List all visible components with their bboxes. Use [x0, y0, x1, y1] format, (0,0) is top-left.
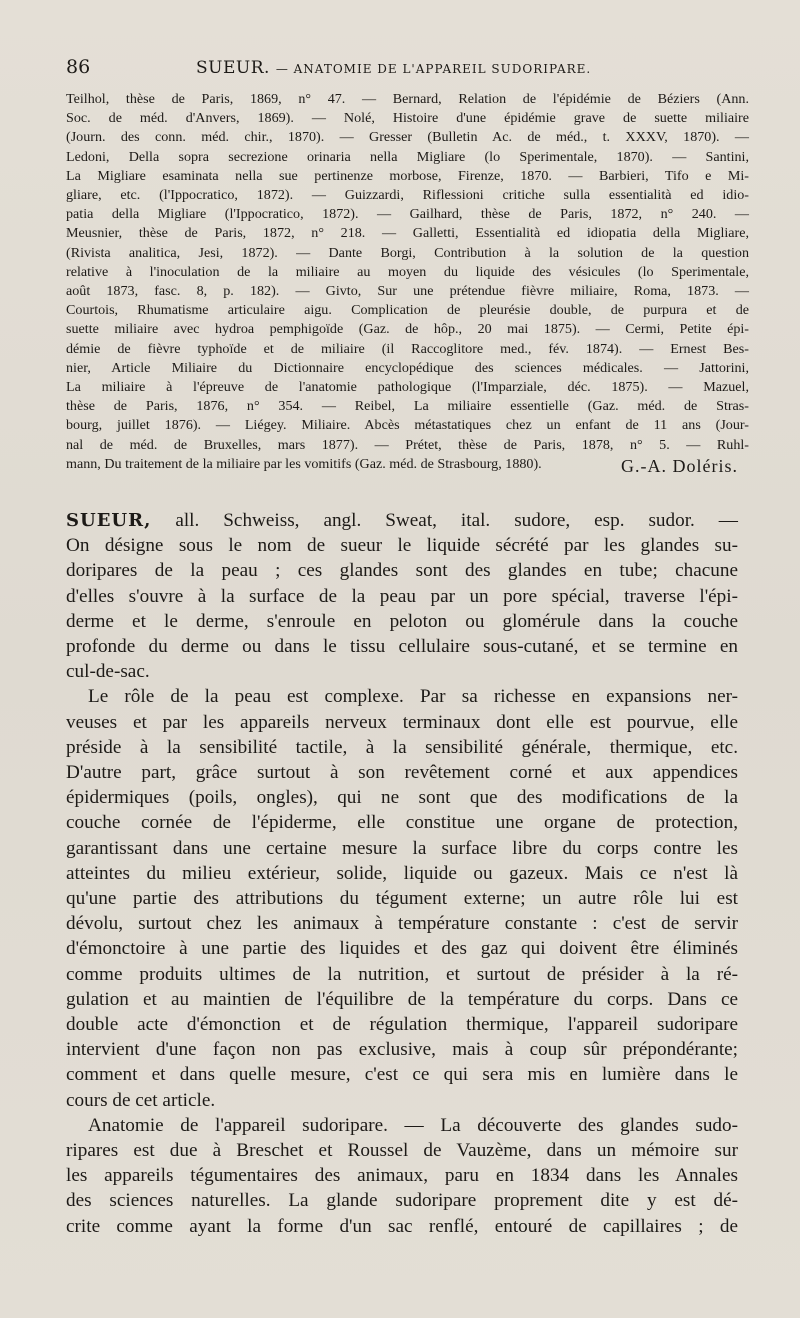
page-header [66, 52, 746, 82]
article-text-line: intervient d'une façon non pas exclusive, mais à coup sûr prépondérante; [66, 1039, 738, 1061]
article-text-line: cours de cet article. [66, 1089, 216, 1111]
bibliography-line: relative à l'inoculation de la miliaire au moyen du liquide des vésicules (lo Sperimentale, [66, 263, 749, 280]
article-text-line: D'autre part, grâce surtout à son revêtement corné et aux appendices [66, 762, 738, 784]
bibliography-line: gliare, etc. (l'Ippocratico, 1872). — Guizzardi, Riflessioni critiche sulla essentialità ed idio- [66, 187, 749, 204]
article-text-line: épidermiques (poils, ongles), qui ne sont que des modifications de la [66, 787, 738, 809]
bibliography-line: Courtois, Rhumatisme articulaire aigu. Complication de pleurésie double, de purpura et de [66, 302, 749, 319]
bibliography-line: Ledoni, Della sopra secrezione orinaria nella Migliare (lo Sperimentale, 1870). — Santini, [66, 148, 749, 165]
article-text-line: ripares est due à Breschet et Roussel de Vauzème, dans un mémoire sur [66, 1140, 738, 1162]
article-text-line: qu'une partie des attributions du tégument externe; un autre rôle lui est [66, 888, 738, 910]
bibliography-line: thèse de Paris, 1876, n° 354. — Reibel, La miliaire essentielle (Gaz. méd. de Stras- [66, 398, 749, 415]
article-text-line: d'émonctoire à une partie des liquides et des gaz qui doivent être éliminés [66, 938, 738, 960]
bibliography-line: mann, Du traitement de la miliaire par les vomitifs (Gaz. méd. de Strasbourg, 1880). [66, 455, 542, 472]
article-text-line: des sciences naturelles. La glande sudoripare proprement dite y est dé- [66, 1190, 738, 1212]
article-text-line: atteintes du milieu extérieur, solide, liquide ou gazeux. Mais ce n'est là [66, 862, 738, 884]
article-first-line [66, 508, 738, 533]
article-text-line: veuses et par les appareils nerveux terminaux dont elle est pourvue, elle [66, 711, 738, 733]
bibliography-line: août 1873, fasc. 8, p. 182). — Givto, Sur une prétendue fièvre miliaire, Roma, 1873. — [66, 283, 749, 300]
bibliography-line: (Journ. des conn. méd. chir., 1870). — Gresser (Bulletin Ac. de méd., t. XXXV, 1870). — [66, 129, 749, 146]
article-text-line: dévolu, surtout chez les animaux à température constante : c'est de servir [66, 913, 738, 935]
article-text-line: profonde du derme ou dans le tissu cellulaire sous-cutané, et se termine en [66, 636, 738, 658]
article-text-line: crite comme ayant la forme d'un sac renflé, entouré de capillaires ; de [66, 1215, 738, 1237]
section-heading-line: Anatomie de l'appareil sudoripare. — La découverte des glandes sudo- [88, 1114, 738, 1136]
article-text-line: On désigne sous le nom de sueur le liquide sécrété par les glandes su- [66, 535, 738, 557]
article-text-line: gulation et au maintien de l'équilibre de la température du corps. Dans ce [66, 988, 738, 1010]
bibliography-line: patia della Migliare (l'Ippocratico, 1872). — Gailhard, thèse de Paris, 1872, n° 240. — [66, 206, 749, 223]
running-title-main: SUEUR. [196, 58, 270, 78]
article-text-line: Le rôle de la peau est complexe. Par sa richesse en expansions ner- [88, 686, 738, 708]
bibliography-line: démie de fièvre typhoïde et de miliaire (il Raccoglitore med., fév. 1874). — Ernest Bes- [66, 340, 749, 357]
running-title [196, 58, 591, 78]
article-text-line: couche cornée de l'épiderme, elle constitue une organe de protection, [66, 812, 738, 834]
article-text-line: derme et le derme, s'enroule en peloton ou glomérule dans la couche [66, 610, 738, 632]
bibliography-line: La Migliare esaminata nella sue pertinenze morbose, Firenze, 1870. — Barbieri, Tifo e Mi- [66, 167, 749, 184]
bibliography-line: Soc. de méd. d'Anvers, 1869). — Nolé, Histoire d'une épidémie grave de suette miliaire [66, 110, 749, 127]
article-text-line: d'elles s'ouvre à la surface de la peau par un pore spécial, traverse l'épi- [66, 585, 738, 607]
bibliography-block [66, 90, 749, 474]
article-body [66, 508, 738, 1239]
bibliography-line: La miliaire à l'épreuve de l'anatomie pathologique (l'Imparziale, déc. 1875). — Mazuel, [66, 379, 749, 396]
running-title-subtitle: — ANATOMIE DE L'APPAREIL SUDORIPARE. [275, 62, 592, 76]
article-headword: SUEUR, [66, 510, 152, 531]
article-text-line: comme produits ultimes de la nutrition, et surtout de présider à la ré- [66, 963, 738, 985]
article-text-line: cul-de-sac. [66, 661, 150, 683]
author-signature: G.-A. Doléris. [621, 456, 738, 476]
page-number: 86 [66, 56, 91, 78]
article-text-line: all. Schweiss, angl. Sweat, ital. sudore, esp. sudor. — [151, 510, 738, 531]
article-text-line: préside à la sensibilité tactile, à la sensibilité générale, thermique, etc. [66, 736, 738, 758]
bibliography-line: nal de méd. de Bruxelles, mars 1877). — Prétet, thèse de Paris, 1878, n° 5. — Ruhl- [66, 436, 749, 453]
article-text-line: les appareils tégumentaires des animaux, paru en 1834 dans les Annales [66, 1165, 738, 1187]
bibliography-line: Teilhol, thèse de Paris, 1869, n° 47. — Bernard, Relation de l'épidémie de Béziers (Ann. [66, 91, 749, 107]
article-text-line: comment et dans quelle mesure, c'est ce qui sera mis en lumière dans le [66, 1064, 738, 1086]
article-text-line: double acte d'émonction et de régulation thermique, l'appareil sudoripare [66, 1014, 738, 1036]
article-text-line: doripares de la peau ; ces glandes sont des glandes en tube; chacune [66, 560, 738, 582]
bibliography-line: Meusnier, thèse de Paris, 1872, n° 218. — Galletti, Essentialità ed idiopatia della Migliare, [66, 225, 749, 242]
article-text-line: garantissant dans une certaine mesure la surface libre du corps contre les [66, 837, 738, 859]
bibliography-line: (Rivista analitica, Jesi, 1872). — Dante Borgi, Contribution à la solution de la question [66, 244, 749, 261]
bibliography-line: suette miliaire avec hydroa pemphigoïde (Gaz. de hôp., 20 mai 1875). — Cermi, Petite épi- [66, 321, 749, 338]
bibliography-line: nier, Article Miliaire du Dictionnaire encyclopédique des sciences médicales. — Jattorini, [66, 359, 749, 376]
bibliography-line: bourg, juillet 1876). — Liégey. Miliaire. Abcès métastatiques chez un enfant de 11 ans (Jour- [66, 417, 749, 434]
